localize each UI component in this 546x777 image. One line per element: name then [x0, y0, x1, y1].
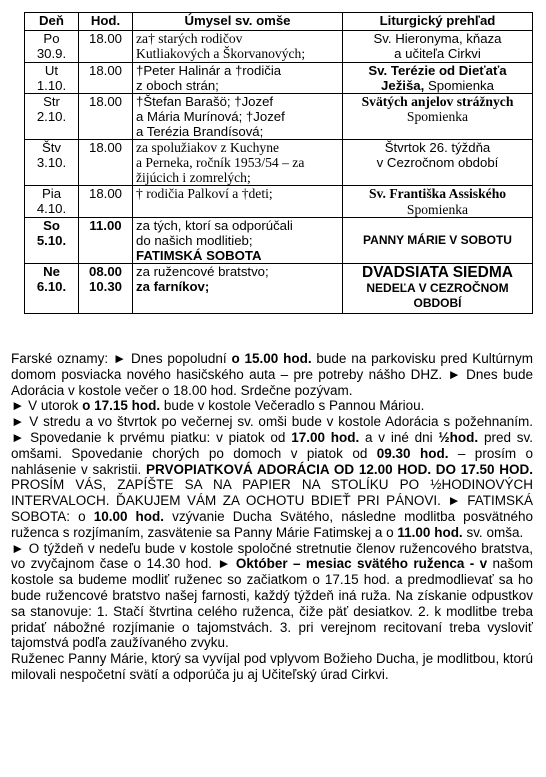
hour-cell: 18.00: [79, 31, 133, 63]
table-row: [25, 62, 533, 93]
header-liturgy: Liturgický prehľad: [343, 13, 533, 31]
hour-cell: 18.00: [79, 139, 133, 186]
hour-cell: 11.00: [79, 218, 133, 264]
announcement-paragraph: Ruženec Panny Márie, ktorý sa vyvíjal pod vplyvom Božieho Ducha, je modlitbou, ktorú milovali nespočetní svätí a odporúča ju aj Učiteľský úrad Cirkvi.: [11, 651, 533, 682]
announcement-paragraph: ► V utorok o 17.15 hod. bude v kostole Večeradlo s Pannou Máriou.: [11, 398, 425, 414]
intent-cell: za ružencové bratstvo; za farníkov;: [133, 264, 343, 314]
liturgy-cell: Sv. Terézie od Dieťaťa Ježiša, Spomienka: [343, 62, 533, 93]
day-cell: Štv 3.10.: [25, 139, 79, 186]
hour-cell: 18.00: [79, 93, 133, 139]
day-cell: Pia 4.10.: [25, 186, 79, 218]
table-row: [25, 139, 533, 186]
day-cell: Str 2.10.: [25, 93, 79, 139]
header-day: Deň: [25, 13, 79, 31]
table-row: [25, 186, 533, 218]
mass-schedule-table: [24, 12, 533, 314]
hour-cell: 08.00 10.30: [79, 264, 133, 314]
intent-cell: za spolužiakov z Kuchyne a Perneka, ročník 1953/54 – za žijúcich i zomrelých;: [133, 139, 343, 186]
hour-cell: 18.00: [79, 186, 133, 218]
liturgy-cell: DVADSIATA SIEDMA NEDEĽA V CEZROČNOM OBDOBÍ: [343, 264, 533, 314]
header-intent: Úmysel sv. omše: [133, 13, 343, 31]
intent-cell: za tých, ktorí sa odporúčali do našich modlitieb; FATIMSKÁ SOBOTA: [133, 218, 343, 264]
announcement-paragraph: ► V stredu a vo štvrtok po večernej sv. omši bude v kostole Adorácia s požehnaním. ► Spovedanie k prvému piatku: v piatok od 17.00 hod. a v iné dni ½hod. pred sv. omšami. Spovedanie chorých po domoch v piatok od 09.30 hod. – prosím o nahlásenie v sakristii. PRVOPIATKOVÁ ADORÁCIA OD 12.00 HOD. DO 17.50 HOD. PROSÍM VÁS, ZAPÍŠTE SA NA PAPIER NA STOLÍKU PO ½HODINOVÝCH INTERVALOCH. ĎAKUJEM VÁM ZA OCHOTU BDIEŤ PRI PÁNOVI. ► FATIMSKÁ SOBOTA: o 10.00 hod. vzývanie Ducha Svätého, následne modlitba posvätného ruženca s rozjímaním, zasvätenie sa Panny Márie Fatimskej a o 11.00 hod. sv. omša.: [11, 414, 534, 540]
day-cell: Ut 1.10.: [25, 62, 79, 93]
intent-cell: † rodičia Palkoví a †deti;: [133, 186, 343, 218]
intent-cell: za† starých rodičov Kutliakových a Škorvanových;: [133, 31, 343, 63]
table-row: [25, 93, 533, 139]
liturgy-cell: PANNY MÁRIE V SOBOTU: [343, 218, 533, 264]
liturgy-cell: Svätých anjelov strážnych Spomienka: [343, 93, 533, 139]
day-cell: So 5.10.: [25, 218, 79, 264]
day-cell: Po 30.9.: [25, 31, 79, 63]
hour-cell: 18.00: [79, 62, 133, 93]
table-row: [25, 264, 533, 314]
liturgy-cell: Sv. Hieronyma, kňaza a učiteľa Cirkvi: [343, 31, 533, 63]
parish-announcements: [11, 351, 533, 683]
header-hour: Hod.: [79, 13, 133, 31]
liturgy-cell: Štvrtok 26. týždňa v Cezročnom období: [343, 139, 533, 186]
table-header-row: [25, 13, 533, 31]
liturgy-cell: Sv. Františka Assiského Spomienka: [343, 186, 533, 218]
day-cell: Ne 6.10.: [25, 264, 79, 314]
intent-cell: †Štefan Barašö; †Jozef a Mária Murínová; †Jozef a Terézia Brandísová;: [133, 93, 343, 139]
announcement-paragraph: ► O týždeň v nedeľu bude v kostole spoločné stretnutie členov ružencového bratstva, vo zvyčajnom čase o 14.30 hod. ► Október – mesiac svätého ruženca - v našom kostole sa budeme modliť ruženec so začiatkom o 17.15 hod. a predmodlievať sa ho bude ružencové bratstvo našej farnosti, každý týždeň iná ruža. Na získanie odpustkov sa stanovuje: 1. Stačí štvrtina celého ruženca, čiže päť desiatkov. 2. k modlitbe treba pridať nábožné rozjímanie o tajomstvách. 3. pri verejnom recitovaní treba vysloviť tajomstvá podľa zaužívaného zvyku.: [11, 540, 533, 651]
intent-cell: †Peter Halinár a †rodičia z oboch strán;: [133, 62, 343, 93]
table-row: [25, 218, 533, 264]
table-row: [25, 31, 533, 63]
announcement-paragraph: Farské oznamy: ► Dnes popoludní o 15.00 hod. bude na parkovisku pred Kultúrnym domom posviacka nového hasičského auta – pre potreby nášho DHZ. ► Dnes bude Adorácia v kostole večer o 18.00 hod. Srdečne pozývam.: [11, 351, 533, 398]
